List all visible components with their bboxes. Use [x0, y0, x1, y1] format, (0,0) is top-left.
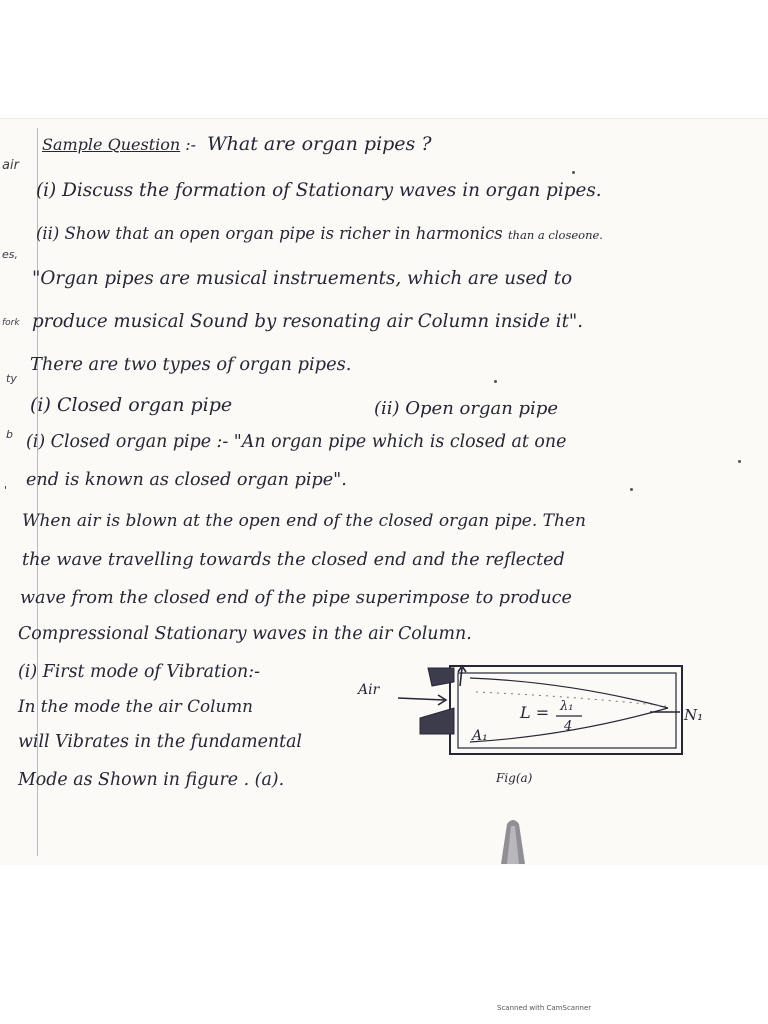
ink-dot [738, 460, 741, 463]
paragraph-line-3: wave from the closed end of the pipe superimpose to produce [20, 588, 572, 608]
question-line [42, 135, 432, 154]
formula-numerator: λ₁ [560, 699, 574, 714]
mode-line-1: In the mode the air Column [18, 696, 253, 716]
definition-line-1: "Organ pipes are musical instruements, which are used to [32, 268, 573, 289]
mode-heading: (i) First mode of Vibration:- [18, 662, 260, 682]
figure-caption: Fig(a) [496, 771, 533, 785]
types-intro: There are two types of organ pipes. [30, 354, 352, 375]
closed-pipe-figure [350, 656, 710, 792]
paragraph-line-2: the wave travelling towards the closed end and the reflected [22, 550, 565, 570]
air-label: Air [358, 682, 380, 698]
question-label: Sample Question [42, 135, 181, 154]
ink-dot [630, 488, 633, 491]
escape-arrow [458, 666, 466, 686]
mode-line-3: Mode as Shown in figure . (a). [18, 770, 285, 790]
formula-lhs: L = [520, 703, 550, 722]
pen-tip [497, 818, 529, 864]
question-text: What are organ pipes ? [207, 133, 432, 155]
mode-line-2: will Vibrates in the fundamental [18, 732, 302, 752]
question-part-2-main: (ii) Show that an open organ pipe is richer in harmonics [36, 224, 508, 243]
antinode-label: A₁ [472, 728, 488, 744]
side-note: air [2, 158, 19, 173]
ink-dot [494, 380, 497, 383]
type-open: (ii) Open organ pipe [374, 398, 558, 419]
closed-definition-1: (i) Closed organ pipe :- "An organ pipe which is closed at one [26, 432, 567, 452]
ink-dot [572, 171, 575, 174]
question-part-2-small: than a closeone. [507, 228, 603, 242]
node-label: N₁ [684, 706, 704, 724]
side-note: ty [6, 372, 17, 385]
definition-line-2: produce musical Sound by resonating air Column inside it". [32, 311, 584, 332]
scan-footer: Scanned with CamScanner [497, 1004, 592, 1012]
closed-definition-2: end is known as closed organ pipe". [26, 470, 347, 490]
side-note: ' [4, 484, 8, 497]
question-part-1: (i) Discuss the formation of Stationary waves in organ pipes. [36, 180, 602, 201]
side-note: es, [2, 248, 18, 261]
side-note: fork [2, 318, 20, 328]
air-arrow [398, 695, 446, 705]
side-note: b [6, 428, 13, 441]
type-closed: (i) Closed organ pipe [30, 394, 233, 416]
paragraph-line-4: Compressional Stationary waves in the air Column. [18, 624, 472, 644]
question-part-2 [36, 226, 603, 242]
paragraph-line-1: When air is blown at the open end of the closed organ pipe. Then [22, 511, 586, 531]
question-separator: :- [185, 135, 197, 154]
formula-denominator: 4 [564, 719, 573, 734]
pipe-mouth-lower [420, 708, 454, 734]
